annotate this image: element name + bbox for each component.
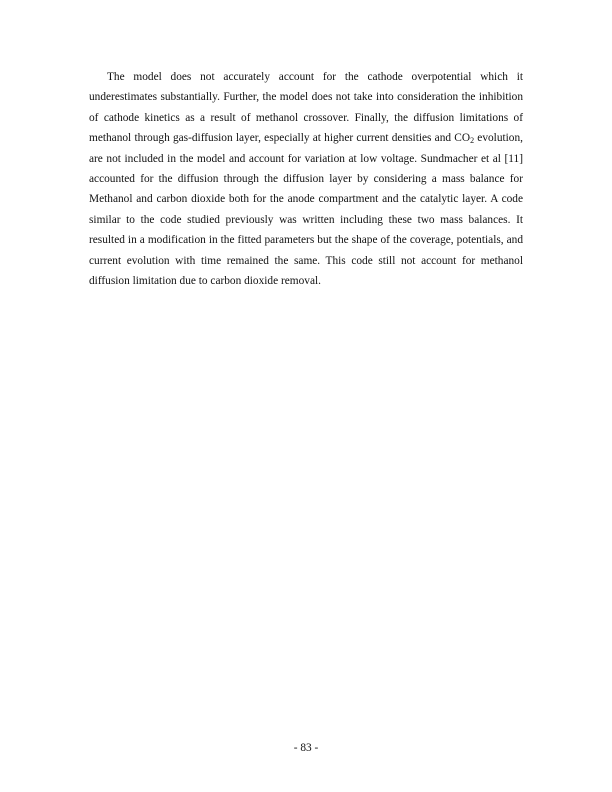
paragraph-text-part-2: evolution, are not included in the model and account for variation at low voltage. Sundmacher et al [11] accounted for the diffusion through the diffusion layer by considering a mass balance for Methanol and carbon dioxide both for the anode compartment and the catalytic layer. A code similar to the code studied previously was written including these two mass balances. It resulted in a modification in the fitted parameters but the shape of the coverage, potentials, and current evolution with time remained the same. This code still not account for methanol diffusion limitation due to carbon dioxide removal. [89, 132, 523, 288]
page-number: - 83 - [293, 742, 319, 754]
co2-subscript: 2 [470, 136, 475, 146]
paragraph-text-part-1: The model does not accurately account for the cathode overpotential which it underestimates substantially. Further, the model does not take into consideration the inhibition of cathode kinetics as a result of methanol crossover. Finally, the diffusion limitations of methanol through gas-diffusion layer, especially at higher current densities and CO [89, 71, 523, 145]
body-paragraph [89, 67, 523, 291]
